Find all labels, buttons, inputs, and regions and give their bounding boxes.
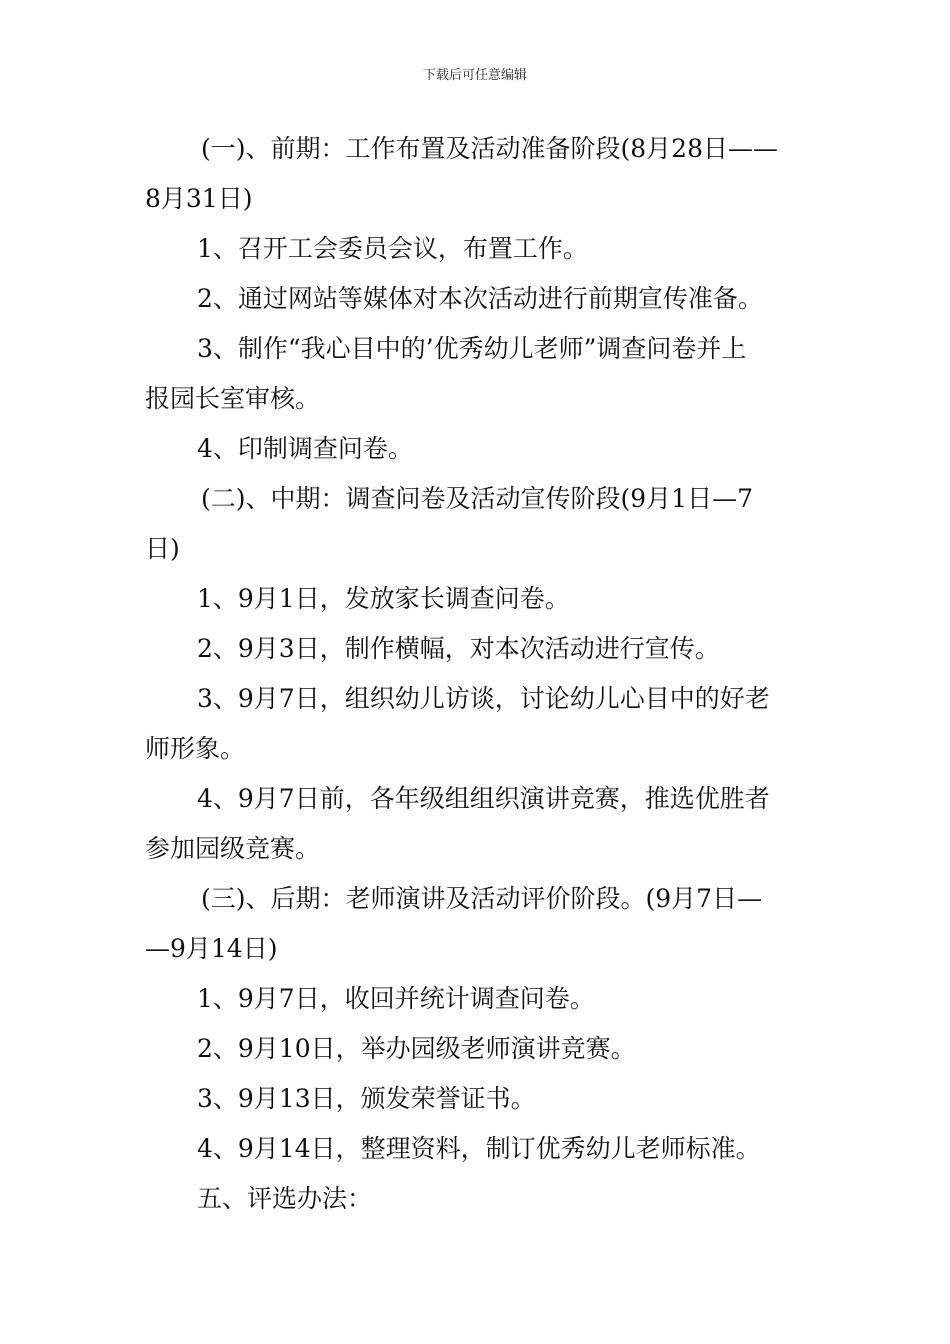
section-heading-selection: 五、评选办法： [197,1184,373,1213]
paragraph-line: 2、9月3日，制作横幅，对本次活动进行宣传。 [197,634,720,663]
section-heading-early: (一)、前期：工作布置及活动准备阶段(8月28日—— [201,134,778,163]
paragraph-line-cont: 师形象。 [145,734,246,763]
paragraph-line-cont: 参加园级竞赛。 [145,834,321,863]
paragraph-line: 3、9月13日，颁发荣誉证书。 [197,1084,536,1113]
paragraph-line: 1、召开工会委员会议，布置工作。 [197,234,588,263]
section-heading-late: (三)、后期：老师演讲及活动评价阶段。(9月7日— [201,884,763,913]
paragraph-line: 2、通过网站等媒体对本次活动进行前期宣传准备。 [197,284,763,313]
paragraph-line: 1、9月7日，收回并统计调查问卷。 [197,984,595,1013]
section-heading-late-cont: —9月14日) [145,934,278,963]
paragraph-line: 4、9月14日，整理资料，制订优秀幼儿老师标准。 [197,1134,761,1163]
paragraph-line: 4、9月7日前，各年级组组织演讲竞赛，推选优胜者 [197,784,770,813]
paragraph-line: 1、9月1日，发放家长调查问卷。 [197,584,570,613]
paragraph-line: 4、印制调查问卷。 [197,434,413,463]
section-heading-mid-cont: 日) [145,534,180,563]
page-header-note: 下载后可任意编辑 [422,68,527,83]
paragraph-line: 2、9月10日，举办园级老师演讲竞赛。 [197,1034,636,1063]
paragraph-line-cont: 报园长室审核。 [145,384,321,413]
paragraph-line: 3、9月7日，组织幼儿访谈，讨论幼儿心目中的好老 [197,684,770,713]
document-body [145,124,810,1224]
section-heading-mid: (二)、中期：调查问卷及活动宣传阶段(9月1日—7 [201,484,753,513]
paragraph-line: 3、制作“我心目中的’优秀幼儿老师”调查问卷并上 [197,334,747,363]
section-heading-early-cont: 8月31日) [145,184,253,213]
